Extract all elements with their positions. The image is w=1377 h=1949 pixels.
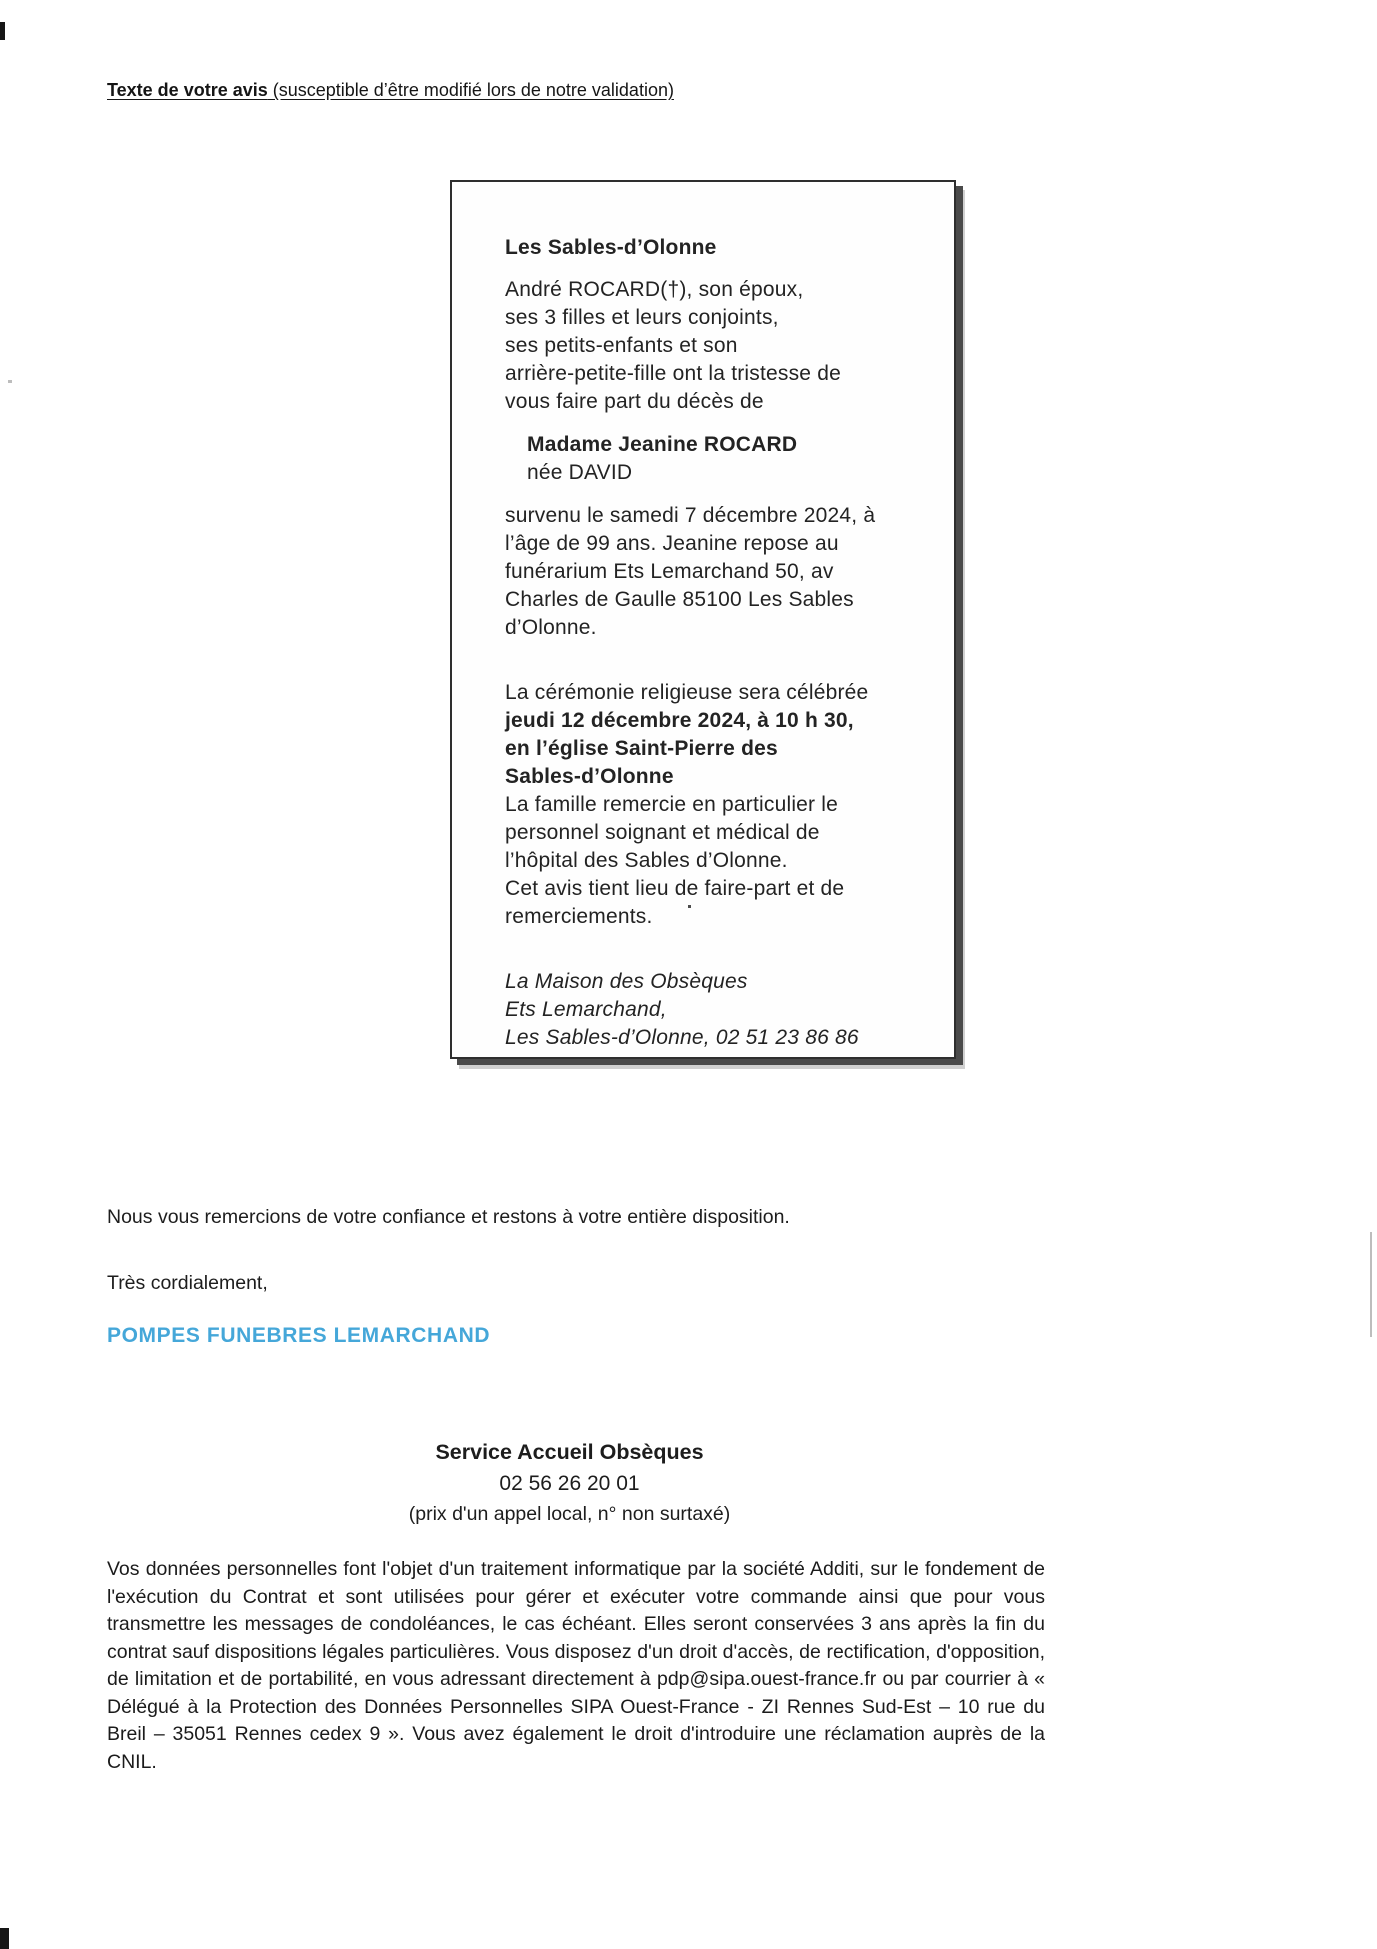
- spacer: [505, 946, 938, 968]
- obituary-line: funérarium Ets Lemarchand 50, av: [505, 560, 834, 583]
- ceremony-intro: La cérémonie religieuse sera célébrée: [505, 681, 869, 704]
- service-phone-number: 02 56 26 20 01: [499, 1472, 640, 1495]
- obituary-line: André ROCARD(†), son époux,: [505, 278, 804, 301]
- closing-salutation: Très cordialement,: [107, 1272, 268, 1294]
- obituary-line: ses petits-enfants et son: [505, 334, 738, 357]
- scan-artifact: [0, 22, 5, 40]
- obituary-line: Charles de Gaulle 85100 Les Sables: [505, 588, 854, 611]
- scan-artifact: [0, 1928, 9, 1949]
- funeral-home-line: Les Sables-d’Olonne, 02 51 23 86 86: [505, 1026, 859, 1049]
- ceremony-date: jeudi 12 décembre 2024, à 10 h 30,: [505, 709, 854, 732]
- header-title: Texte de votre avis: [107, 80, 268, 100]
- funeral-home-line: La Maison des Obsèques: [505, 970, 748, 993]
- obituary-notice-card: [450, 180, 956, 1059]
- obituary-line: vous faire part du décès de: [505, 390, 764, 413]
- ceremony-paragraph: [505, 679, 938, 931]
- funeral-home-line: Ets Lemarchand,: [505, 998, 667, 1021]
- scan-artifact: [688, 905, 691, 908]
- deceased-name: Madame Jeanine ROCARD: [527, 433, 798, 456]
- obituary-line: arrière-petite-fille ont la tristesse de: [505, 362, 841, 385]
- obituary-line: personnel soignant et médical de: [505, 821, 820, 844]
- notice-preview-header: [107, 80, 674, 101]
- obituary-line: d’Olonne.: [505, 616, 597, 639]
- service-title: Service Accueil Obsèques: [435, 1440, 704, 1464]
- obituary-line: l’âge de 99 ans. Jeanine repose au: [505, 532, 839, 555]
- closing-thanks: Nous vous remercions de votre confiance et restons à votre entière disposition.: [107, 1206, 790, 1228]
- obituary-line: remerciements.: [505, 905, 653, 928]
- funeral-home-block: [505, 968, 938, 1052]
- obituary-intro-paragraph: [505, 276, 938, 416]
- header-subtitle: (susceptible d’être modifié lors de notre validation): [267, 80, 674, 100]
- obituary-city: Les Sables-d’Olonne: [505, 236, 717, 259]
- ceremony-church: en l’église Saint-Pierre des: [505, 737, 778, 760]
- obituary-line: Cet avis tient lieu de faire-part et de: [505, 877, 845, 900]
- deceased-maiden-name: née DAVID: [527, 461, 633, 484]
- company-name: POMPES FUNEBRES LEMARCHAND: [107, 1324, 491, 1347]
- spacer: [505, 657, 938, 679]
- deceased-name-block: [505, 431, 938, 487]
- obituary-line: ses 3 filles et leurs conjoints,: [505, 306, 779, 329]
- ceremony-city: Sables-d’Olonne: [505, 765, 674, 788]
- scan-artifact: [8, 380, 12, 383]
- obituary-line: l’hôpital des Sables d’Olonne.: [505, 849, 788, 872]
- service-contact-block: [97, 1440, 1042, 1526]
- death-details-paragraph: [505, 502, 938, 642]
- obituary-line: survenu le samedi 7 décembre 2024, à: [505, 504, 876, 527]
- obituary-line: La famille remercie en particulier le: [505, 793, 839, 816]
- legal-privacy-paragraph: Vos données personnelles font l'objet d'un traitement informatique par la société Additi, sur le fondement de l'exécution du Contrat et sont utilisées pour gérer et exécuter votre commande ainsi que pour vous transmettre les messages de condoléances, le cas échéant. Elles seront conservées 3 ans après la fin du contrat sauf dispositions légales particulières. Vous disposez d'un droit d'accès, de rectification, d'opposition, de limitation et de portabilité, en vous adressant directement à pdp@sipa.ouest-france.fr ou par courrier à « Délégué à la Protection des Données Personnelles SIPA Ouest-France - ZI Rennes Sud-Est – 10 rue du Breil – 35051 Rennes cedex 9 ». Vous avez également le droit d'introduire une réclamation auprès de la CNIL.: [107, 1558, 1045, 1773]
- service-phone-note: (prix d'un appel local, n° non surtaxé): [408, 1503, 731, 1525]
- scan-artifact: [1370, 1232, 1372, 1337]
